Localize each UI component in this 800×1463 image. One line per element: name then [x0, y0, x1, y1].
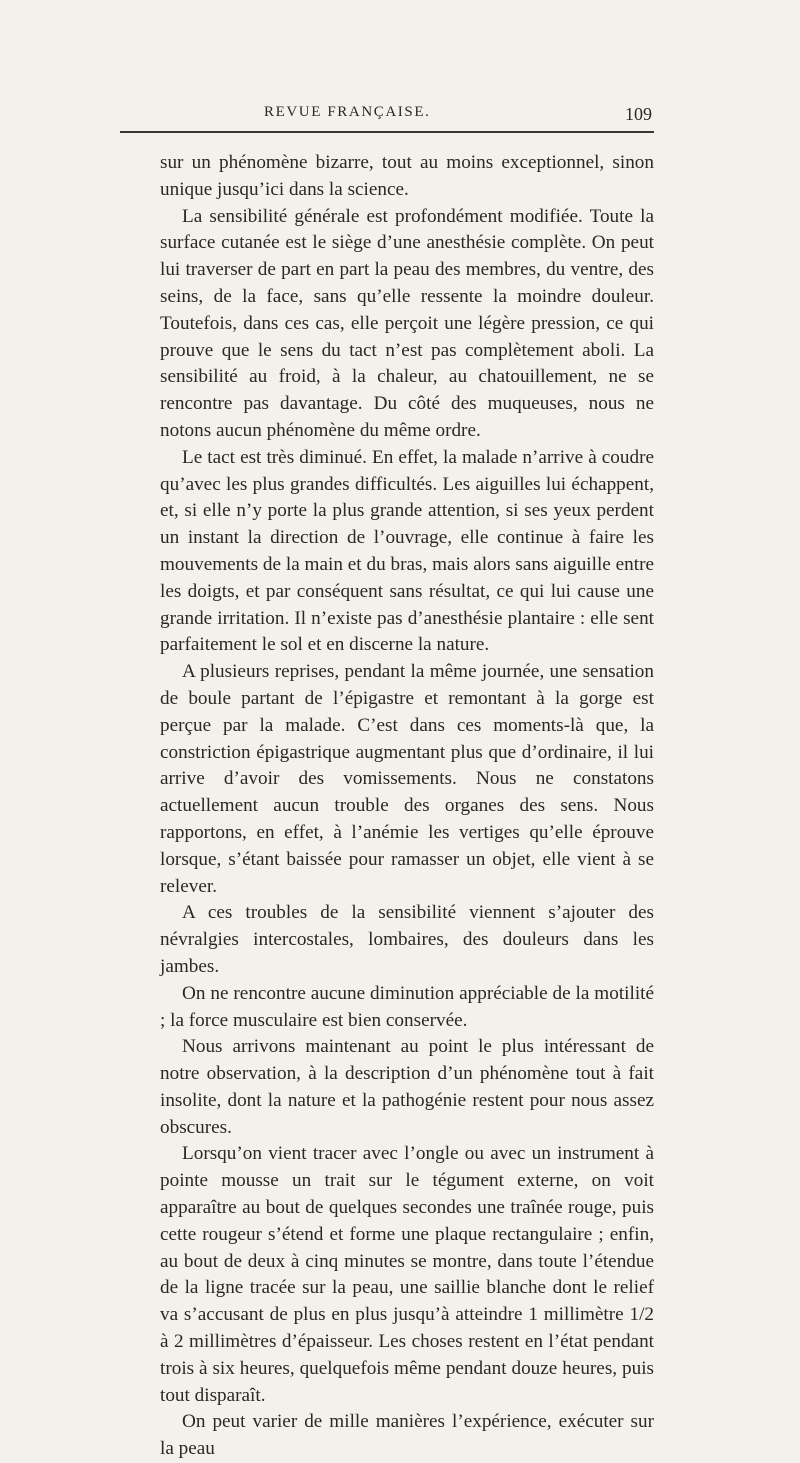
header-rule	[120, 131, 654, 133]
body-text	[160, 150, 654, 1463]
paragraph-4: A plusieurs reprises, pendant la même journée, une sensation de boule partant de l’épigastre et remontant à la gorge est perçue par la malade. C’est dans ces moments-là que, la constriction épigastrique augmentant plus que d’ordinaire, il lui arrive d’avoir des vomissements. Nous ne constatons actuellement aucun trouble des organes des sens. Nous rapportons, en effet, à l’anémie les vertiges qu’elle éprouve lorsque, s’étant baissée pour ramasser un objet, elle vient à se relever.	[160, 661, 654, 897]
page-header	[120, 104, 654, 124]
page-number: 109	[625, 104, 652, 124]
paragraph-3: Le tact est très diminué. En effet, la malade n’arrive à coudre qu’avec les plus grandes difficultés. Les aiguilles lui échappent, et, si elle n’y porte la plus grande attention, si ses yeux perdent un instant la direction de l’ouvrage, elle continue à faire les mouvements de la main et du bras, mais alors sans aiguille entre les doigts, et par conséquent sans résultat, ce qui lui cause une grande irritation. Il n’existe pas d’anesthésie plantaire : elle sent parfaitement le sol et en discerne la nature.	[160, 446, 654, 656]
paragraph-8: Lorsqu’on vient tracer avec l’ongle ou avec un instrument à pointe mousse un trait sur le tégument externe, on voit apparaître au bout de quelques secondes une traînée rouge, puis cette rougeur s’étend et forme une plaque rectangulaire ; enfin, au bout de deux à cinq minutes se montre, dans toute l’étendue de la ligne tracée sur la peau, une saillie blanche dont le relief va s’accusant de plus en plus jusqu’à atteindre 1 millimètre 1/2 à 2 millimètres d’épaisseur. Les choses restent en l’état pendant trois à six heures, quelquefois même pendant douze heures, puis tout disparaît.	[160, 1143, 654, 1406]
paragraph-7: Nous arrivons maintenant au point le plus intéressant de notre observation, à la description d’un phénomène tout à fait insolite, dont la nature et la pathogénie restent pour nous assez obscures.	[160, 1036, 654, 1138]
paragraph-6: On ne rencontre aucune diminution appréciable de la motilité ; la force musculaire est bien conservée.	[160, 982, 654, 1031]
paragraph-1: sur un phénomène bizarre, tout au moins exceptionnel, sinon unique jusqu’ici dans la science.	[160, 152, 654, 200]
running-title: REVUE FRANÇAISE.	[264, 104, 431, 120]
paragraph-2: La sensibilité générale est profondément modifiée. Toute la surface cutanée est le siège d’une anesthésie complète. On peut lui traverser de part en part la peau des membres, du ventre, des seins, de la face, sans qu’elle ressente la moindre douleur. Toutefois, dans ces cas, elle perçoit une légère pression, ce qui prouve que le sens du tact n’est pas complètement aboli. La sensibilité au froid, à la chaleur, au chatouillement, ne se rencontre pas davantage. Du côté des muqueuses, nous ne notons aucun phénomène du même ordre.	[160, 205, 654, 441]
paragraph-5: A ces troubles de la sensibilité viennent s’ajouter des névralgies intercostales, lombaires, des douleurs dans les jambes.	[160, 902, 654, 977]
paragraph-9: On peut varier de mille manières l’expérience, exécuter sur la peau	[160, 1411, 654, 1460]
